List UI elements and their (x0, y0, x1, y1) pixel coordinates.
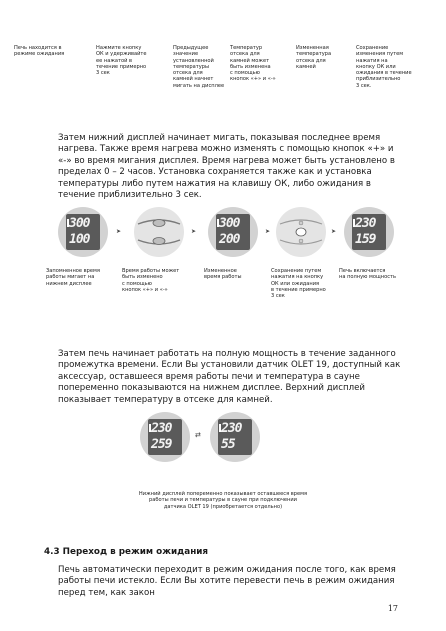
section-heading: 4.3 Переход в режим ожидания (44, 547, 209, 557)
page-number: 17 (387, 604, 398, 613)
control-panel-ok-button (276, 207, 326, 257)
display-bottom-value: 259 (151, 437, 172, 452)
arrow-icon: ➤ (265, 228, 271, 235)
arrow-icon: ➤ (191, 228, 197, 235)
ok-button-panel-icon (276, 207, 326, 257)
caption-save-time: Сохранение путем нажатия на кнопку ОК или ожидания в течение примерно 3 сек (271, 268, 326, 300)
buttons-panel-icon (134, 207, 184, 257)
step-caption-previous-value: Предыдущее значение установленной температуры отсека для камней начнет мигать на дисплее (173, 45, 225, 89)
arrow-icon: ➤ (116, 228, 122, 235)
step-caption-press-ok: Нажмите кнопку ОК и удерживайте ее нажатой в течение примерно 3 сек (96, 45, 147, 77)
arrow-icon: ➤ (331, 228, 337, 235)
display-bottom-value: 100 (69, 232, 90, 247)
display-top-value: 300 (69, 216, 90, 231)
display-full-power (344, 207, 394, 257)
display-top-value: 230 (355, 216, 376, 231)
display-remaining-time (140, 412, 190, 462)
display-stored-time (58, 207, 108, 257)
caption-full-power: Печь включается на полную мощность (339, 268, 396, 281)
caption-stored-time: Запомненное время работы мигает на нижнем дисплее (46, 268, 100, 287)
paragraph-heating-time: Затем нижний дисплей начинает мигать, показывая последнее время нагрева. Также время нагрева можно изменять с помощью кнопок «+» и «-» во время мигания дисплея. Время нагрева может быть установлено в пределах 0 – 2 часов. Установка сохраняется также как и установка температуры либо путем нажатия на клавишу ОК, либо ожидания в течение приблизительно 3 сек. (58, 133, 395, 201)
step-caption-save: Сохранение изменения путем нажатия на кнопку ОК или ожидания в течение приблизительно 3 сек. (356, 45, 412, 89)
caption-change-time: Время работы может быть изменено с помощью кнопок «+» и «-» (122, 268, 180, 293)
display-sauna-temperature (210, 412, 260, 462)
display-top-value: 230 (221, 421, 242, 436)
display-bottom-value: 200 (219, 232, 240, 247)
paragraph-standby: Печь автоматически переходит в режим ожидания после того, как время работы печи истекло. Если Вы хотите перевести печь в режим ожидания перед тем, как закон (58, 565, 396, 598)
alternate-arrows-icon: ⇄ (195, 431, 201, 439)
step-caption-standby: Печь находится в режиме ожидания (14, 45, 65, 58)
paragraph-full-power: Затем печь начинает работать на полную мощность в течение заданного промежутка времени. Если Вы установили датчик OLET 19, доступный как аксессуар, оставшееся время работы печи и температура в сауне попеременно показываются на нижнем дисплее. Верхний дисплей показывает температуру в отсеке для камней. (58, 349, 401, 405)
caption-olet19: Нижний дисплей попеременно показывает оставшееся время работы печи и температуры в сауне при подключении датчика OLET 19 (приобретается отдельно) (138, 491, 308, 510)
display-changed-time (208, 207, 258, 257)
display-bottom-value: 55 (221, 437, 235, 452)
display-top-value: 230 (151, 421, 172, 436)
step-caption-changed-temp: Измененная температура отсека для камней (296, 45, 332, 70)
display-top-value: 300 (219, 216, 240, 231)
caption-changed-time: Измененное время работы (204, 268, 242, 281)
control-panel-buttons (134, 207, 184, 257)
step-caption-change-temp: Температур отсека для камней может быть изменена с помощью кнопок «+» и «-» (230, 45, 276, 83)
display-bottom-value: 159 (355, 232, 376, 247)
